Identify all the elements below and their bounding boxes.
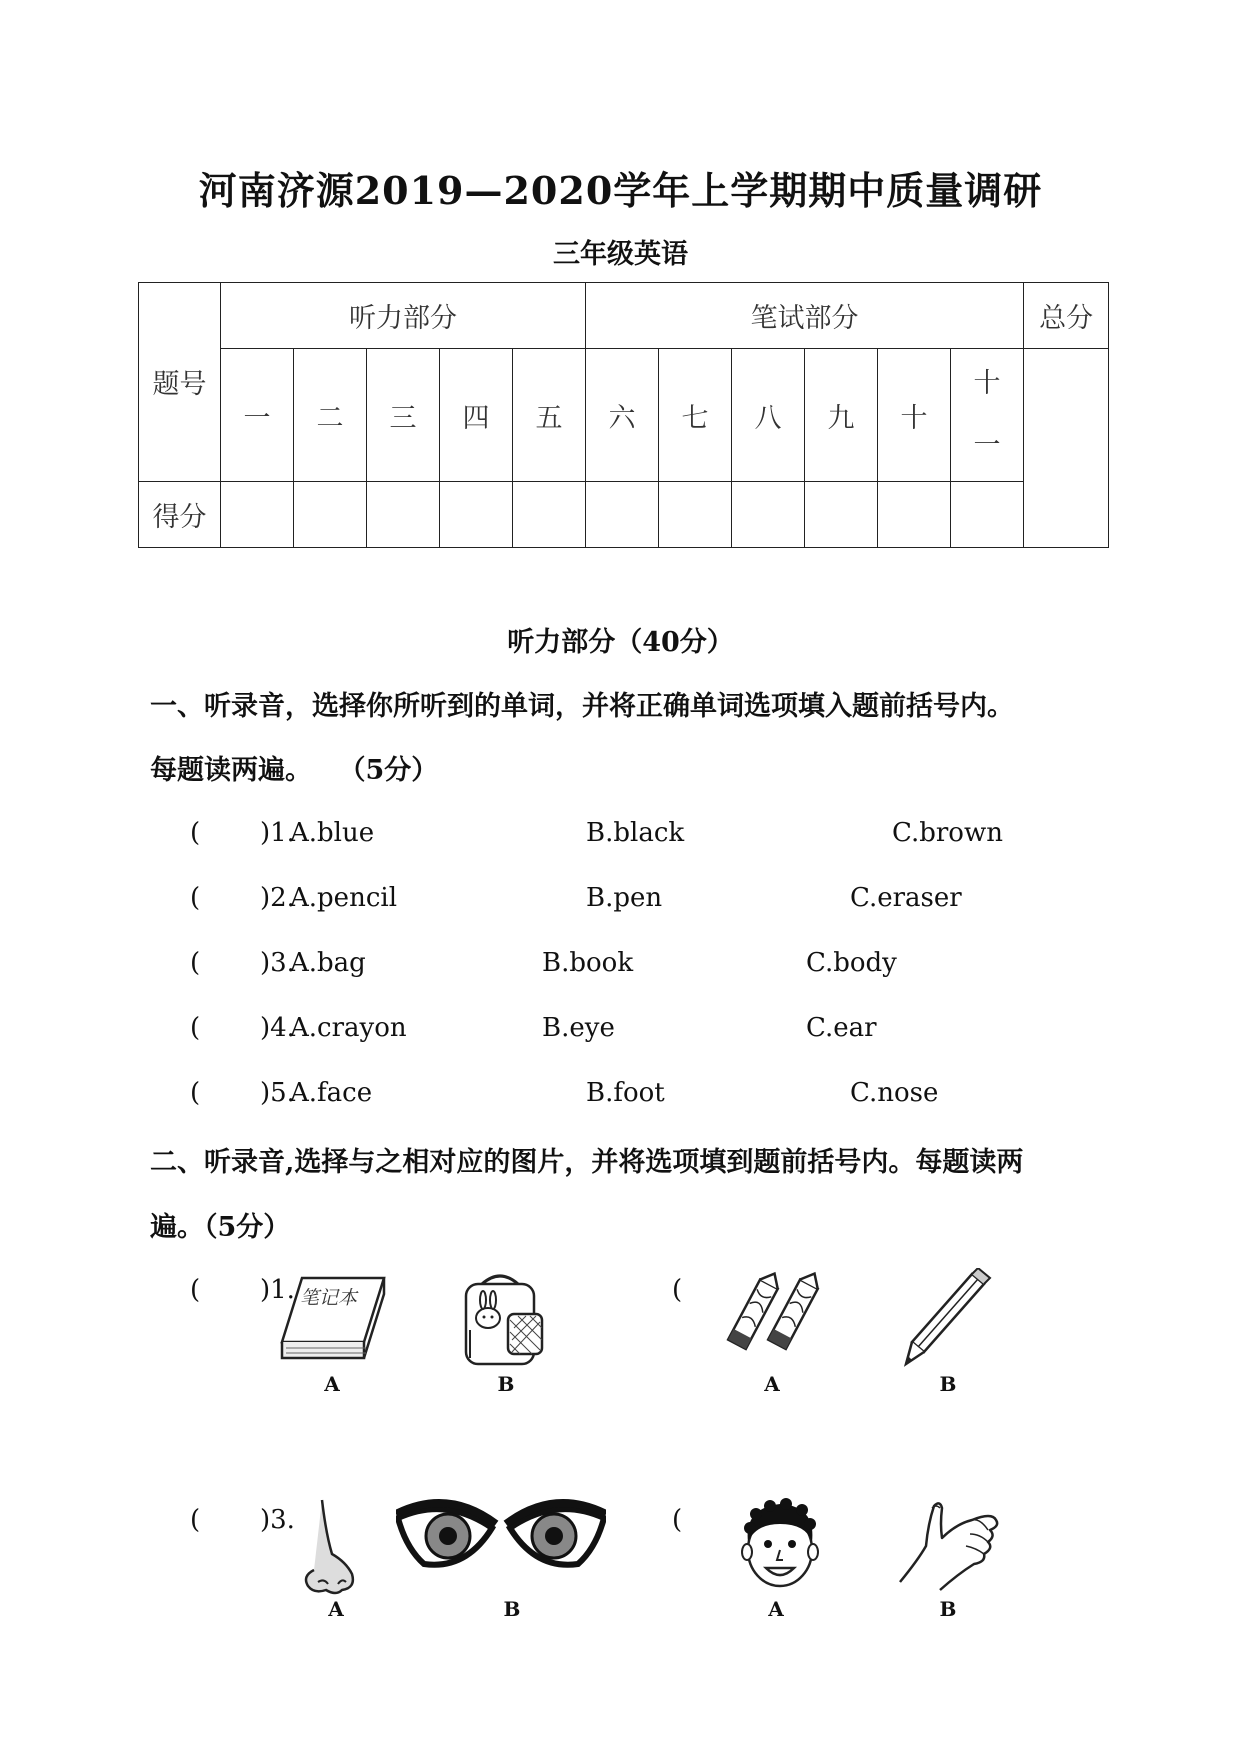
listening-header: 听力部分（40分） — [507, 627, 734, 658]
section1-heading: 一、听录音，选择你所听到的单词，并将正确单词选项填入题前括号内。 — [150, 691, 1014, 722]
score-cell[interactable] — [367, 481, 440, 547]
hand-icon — [896, 1494, 1006, 1594]
number-cell: 四 — [440, 349, 513, 482]
face-icon — [730, 1494, 830, 1594]
score-cell[interactable] — [659, 481, 732, 547]
svg-text:笔记本: 笔记本 — [300, 1287, 358, 1309]
number-cell-eleven — [951, 349, 1024, 482]
section2-heading: 二、听录音,选择与之相对应的图片，并将选项填到题前括号内。每题读两 — [150, 1147, 1024, 1178]
schoolbag-icon — [452, 1270, 552, 1370]
listening-group-header: 听力部分 — [221, 283, 586, 349]
row-label-number: 题号 — [139, 283, 221, 482]
section2-heading-2: 遍。（5分） — [150, 1212, 291, 1243]
number-cell: 一 — [221, 349, 294, 482]
score-cell[interactable] — [732, 481, 805, 547]
number-cell: 六 — [586, 349, 659, 482]
number-cell: 五 — [513, 349, 586, 482]
total-header: 总分 — [1024, 283, 1109, 349]
number-cell: 九 — [805, 349, 878, 482]
eleven-top: 十 — [973, 368, 1001, 399]
number-cell: 七 — [659, 349, 732, 482]
eleven-bottom: 一 — [973, 430, 1001, 461]
writing-group-header: 笔试部分 — [586, 283, 1024, 349]
section1-points: （5分） — [352, 755, 439, 786]
number-cell: 十 — [878, 349, 951, 482]
eyes-icon — [396, 1498, 606, 1578]
score-cell[interactable] — [440, 481, 513, 547]
score-cell[interactable] — [221, 481, 294, 547]
score-cell[interactable] — [878, 481, 951, 547]
total-score-cell[interactable] — [1024, 349, 1109, 548]
score-cell[interactable] — [586, 481, 659, 547]
notebook-icon — [272, 1270, 392, 1370]
score-cell[interactable] — [294, 481, 367, 547]
page-title: 河南济源2019—2020学年上学期期中质量调研 — [198, 168, 1043, 213]
number-cell: 三 — [367, 349, 440, 482]
pencil-icon — [902, 1268, 992, 1368]
section1-heading-2: 每题读两遍。 （5分） — [150, 755, 439, 786]
score-table — [138, 282, 1109, 548]
page-subtitle: 三年级英语 — [553, 239, 688, 270]
crayons-icon — [722, 1266, 822, 1366]
score-cell[interactable] — [951, 481, 1024, 547]
row-label-score: 得分 — [139, 481, 221, 547]
score-cell[interactable] — [805, 481, 878, 547]
score-cell[interactable] — [513, 481, 586, 547]
nose-icon — [296, 1498, 376, 1598]
number-cell: 二 — [294, 349, 367, 482]
number-cell: 八 — [732, 349, 805, 482]
